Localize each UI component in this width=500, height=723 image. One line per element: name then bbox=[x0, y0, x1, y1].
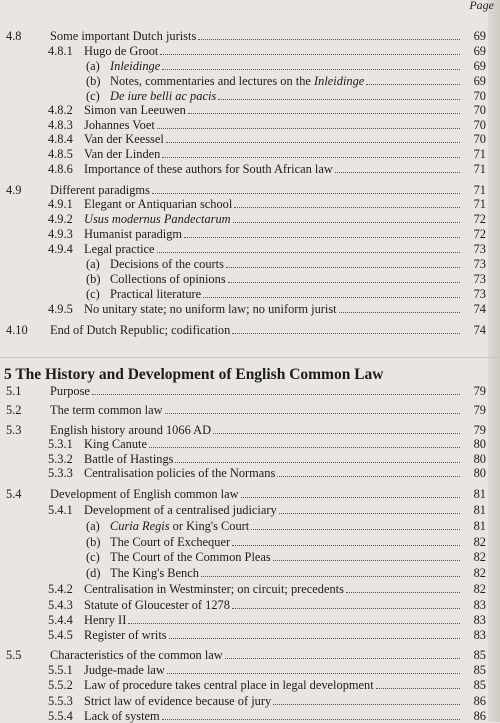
toc-entry[interactable] bbox=[0, 118, 500, 132]
toc-entry[interactable] bbox=[0, 613, 500, 627]
toc-entry-page-number: 69 bbox=[473, 29, 486, 43]
toc-entry-number: (b) bbox=[86, 74, 101, 88]
toc-entry[interactable] bbox=[0, 709, 500, 723]
toc-entry[interactable] bbox=[0, 74, 500, 88]
dot-leader bbox=[167, 664, 460, 674]
dot-leader bbox=[232, 599, 460, 609]
toc-entry-title: Importance of these authors for South African law bbox=[84, 162, 333, 176]
dot-leader bbox=[201, 567, 460, 577]
toc-entry-number: (c) bbox=[86, 287, 100, 301]
toc-entry[interactable] bbox=[0, 89, 500, 103]
toc-entry-title: Register of writs bbox=[84, 628, 167, 642]
toc-entry[interactable] bbox=[0, 103, 500, 117]
dot-leader bbox=[157, 243, 460, 253]
dot-leader bbox=[149, 438, 460, 448]
toc-entry[interactable] bbox=[0, 503, 500, 517]
toc-entry-title: Judge-made law bbox=[84, 663, 165, 677]
toc-entry-title: Van der Linden bbox=[84, 147, 161, 161]
toc-entry-title: The Court of Exchequer bbox=[110, 535, 231, 549]
toc-entry-page-number: 85 bbox=[473, 663, 486, 677]
toc-entry-title: Decisions of the courts bbox=[110, 257, 224, 271]
toc-entry-title-rest: Notes, commentaries and lectures on the bbox=[110, 74, 315, 88]
dot-leader bbox=[166, 133, 460, 143]
dot-leader bbox=[233, 213, 460, 223]
toc-entry-number: 4.9.1 bbox=[48, 197, 73, 211]
toc-entry-title: The King's Bench bbox=[110, 566, 199, 580]
toc-entry-number: 4.9.4 bbox=[48, 242, 73, 256]
toc-entry-number: 5.3.3 bbox=[48, 466, 73, 480]
toc-entry-title: Johannes Voet bbox=[84, 118, 155, 132]
toc-entry-number: 4.8.5 bbox=[48, 147, 73, 161]
toc-entry-number: 5.3.1 bbox=[48, 437, 73, 451]
dot-leader bbox=[234, 198, 460, 208]
toc-entry-page-number: 81 bbox=[473, 503, 486, 517]
toc-entry-title: Practical literature bbox=[110, 287, 202, 301]
toc-entry-number: 5.5.3 bbox=[48, 694, 73, 708]
toc-entry-title-italic: Usus modernus Pandectarum bbox=[84, 212, 231, 226]
toc-entry-page-number: 71 bbox=[473, 183, 486, 197]
dot-leader bbox=[277, 467, 460, 477]
dot-leader bbox=[162, 148, 460, 158]
toc-entry-title: Some important Dutch jurists bbox=[50, 29, 197, 43]
toc-entry[interactable] bbox=[0, 44, 500, 58]
toc-entry-page-number: 73 bbox=[473, 272, 486, 286]
toc-entry-page-number: 79 bbox=[473, 384, 486, 398]
toc-entry-title bbox=[84, 212, 231, 226]
toc-entry-number: 4.9.5 bbox=[48, 302, 73, 316]
toc-entry[interactable] bbox=[0, 566, 500, 580]
toc-entry-title: Centralisation policies of the Normans bbox=[84, 466, 276, 480]
toc-entry[interactable] bbox=[0, 403, 500, 417]
toc-entry[interactable] bbox=[0, 437, 500, 451]
toc-entry-page-number: 85 bbox=[473, 648, 486, 662]
toc-entry-number: 5.4.3 bbox=[48, 598, 73, 612]
toc-entry[interactable] bbox=[0, 663, 500, 677]
toc-entry-number: 5.1 bbox=[6, 384, 22, 398]
toc-entry-title: No unitary state; no uniform law; no uniform jurist bbox=[84, 302, 337, 316]
toc-entry-number: 4.9.3 bbox=[48, 227, 73, 241]
toc-entry[interactable] bbox=[0, 147, 500, 161]
toc-entry-number: 5.4.4 bbox=[48, 613, 73, 627]
dot-leader bbox=[169, 629, 460, 639]
toc-entry-page-number: 72 bbox=[473, 212, 486, 226]
dot-leader bbox=[273, 695, 460, 705]
toc-entry-number: 5.5 bbox=[6, 648, 22, 662]
dot-leader bbox=[203, 288, 460, 298]
toc-entry[interactable] bbox=[0, 519, 500, 533]
toc-entry-title: Henry II bbox=[84, 613, 127, 627]
toc-entry[interactable] bbox=[0, 598, 500, 612]
toc-entry-page-number: 80 bbox=[473, 437, 486, 451]
toc-entry[interactable] bbox=[0, 59, 500, 73]
toc-entry-page-number: 69 bbox=[473, 44, 486, 58]
toc-entry-title: Simon van Leeuwen bbox=[84, 103, 186, 117]
toc-entry[interactable] bbox=[0, 423, 500, 437]
toc-entry-number: 4.9.2 bbox=[48, 212, 73, 226]
toc-entry-title: Purpose bbox=[50, 384, 90, 398]
toc-entry-number: 4.8.6 bbox=[48, 162, 73, 176]
dot-leader bbox=[339, 303, 460, 313]
toc-entry-page-number: 83 bbox=[473, 613, 486, 627]
toc-entry[interactable] bbox=[0, 212, 500, 226]
dot-leader bbox=[165, 404, 460, 414]
dot-leader bbox=[376, 679, 460, 689]
toc-entry-number: (d) bbox=[86, 566, 101, 580]
toc-entry-title: Law of procedure takes central place in legal development bbox=[84, 678, 374, 692]
toc-entry-page-number: 79 bbox=[473, 423, 486, 437]
toc-entry-title: Statute of Gloucester of 1278 bbox=[84, 598, 230, 612]
toc-entry[interactable] bbox=[0, 302, 500, 316]
toc-entry-title: Centralisation in Westminster; on circuit; precedents bbox=[84, 582, 344, 596]
toc-entry-page-number: 83 bbox=[473, 598, 486, 612]
dot-leader bbox=[273, 551, 460, 561]
toc-entry-page-number: 86 bbox=[473, 694, 486, 708]
toc-entry-page-number: 80 bbox=[473, 466, 486, 480]
toc-entry-number: 4.8.2 bbox=[48, 103, 73, 117]
toc-entry-title bbox=[110, 59, 160, 73]
toc-entry-page-number: 82 bbox=[473, 550, 486, 564]
dot-leader bbox=[162, 710, 460, 720]
toc-entry[interactable] bbox=[0, 550, 500, 564]
toc-entry-title: Development of a centralised judiciary bbox=[84, 503, 277, 517]
dot-leader bbox=[152, 184, 460, 194]
dot-leader bbox=[228, 273, 460, 283]
toc-entry[interactable] bbox=[0, 628, 500, 642]
toc-entry-number: 5.5.2 bbox=[48, 678, 73, 692]
toc-entry-title: Lack of system bbox=[84, 709, 160, 723]
toc-entry[interactable] bbox=[0, 132, 500, 146]
toc-entry-page-number: 73 bbox=[473, 287, 486, 301]
toc-entry-title: Van der Keessel bbox=[84, 132, 164, 146]
toc-entry-number: 5.3.2 bbox=[48, 452, 73, 466]
toc-entry[interactable] bbox=[0, 287, 500, 301]
toc-entry-title-italic: De iure belli ac pacis bbox=[110, 89, 217, 103]
toc-entry-page-number: 81 bbox=[473, 487, 486, 501]
dot-leader bbox=[162, 60, 460, 70]
toc-entry-number: (c) bbox=[86, 89, 100, 103]
toc-entry-number: 4.8 bbox=[6, 29, 22, 43]
toc-entry-title: English history around 1066 AD bbox=[50, 423, 212, 437]
dot-leader bbox=[225, 649, 460, 659]
toc-entry-number: (b) bbox=[86, 272, 101, 286]
dot-leader bbox=[346, 583, 460, 593]
chapter-divider bbox=[0, 357, 500, 358]
dot-leader bbox=[251, 520, 460, 530]
toc-entry-title: Humanist paradigm bbox=[84, 227, 183, 241]
toc-entry-number: 4.8.1 bbox=[48, 44, 73, 58]
toc-entry-page-number: 82 bbox=[473, 582, 486, 596]
toc-entry-title: Collections of opinions bbox=[110, 272, 226, 286]
toc-entry-number: (a) bbox=[86, 257, 100, 271]
toc-entry[interactable] bbox=[0, 694, 500, 708]
toc-entry[interactable] bbox=[0, 29, 500, 43]
toc-entry-number: 4.8.4 bbox=[48, 132, 73, 146]
toc-entry[interactable] bbox=[0, 162, 500, 176]
toc-entry-page-number: 83 bbox=[473, 628, 486, 642]
toc-entry-number: 5.5.4 bbox=[48, 709, 73, 723]
toc-entry-number: (a) bbox=[86, 59, 100, 73]
toc-entry-number: 5.2 bbox=[6, 403, 22, 417]
toc-entry[interactable] bbox=[0, 197, 500, 211]
toc-entry-number: 5.4.5 bbox=[48, 628, 73, 642]
toc-entry-page-number: 71 bbox=[473, 147, 486, 161]
toc-entry-page-number: 79 bbox=[473, 403, 486, 417]
toc-entry-page-number: 82 bbox=[473, 566, 486, 580]
toc-entry-page-number: 73 bbox=[473, 242, 486, 256]
toc-entry-page-number: 81 bbox=[473, 519, 486, 533]
toc-entry-page-number: 69 bbox=[473, 59, 486, 73]
chapter-heading: 5 The History and Development of English Common Law bbox=[4, 366, 384, 383]
dot-leader bbox=[184, 228, 460, 238]
toc-entry-page-number: 74 bbox=[473, 323, 486, 337]
toc-entry-number: (c) bbox=[86, 550, 100, 564]
dot-leader bbox=[279, 504, 460, 514]
toc-entry-page-number: 69 bbox=[473, 74, 486, 88]
toc-entry-title-italic: Inleidinge bbox=[314, 74, 365, 88]
toc-entry-title: End of Dutch Republic; codification bbox=[50, 323, 231, 337]
dot-leader bbox=[241, 488, 460, 498]
toc-entry-page-number: 71 bbox=[473, 162, 486, 176]
toc-entry-page-number: 73 bbox=[473, 257, 486, 271]
toc-entry[interactable] bbox=[0, 582, 500, 596]
toc-entry-title: Characteristics of the common law bbox=[50, 648, 223, 662]
toc-entry-title: Development of English common law bbox=[50, 487, 239, 501]
toc-entry-page-number: 74 bbox=[473, 302, 486, 316]
toc-entry[interactable] bbox=[0, 272, 500, 286]
dot-leader bbox=[188, 104, 460, 114]
toc-entry-title bbox=[110, 74, 364, 88]
toc-entry-number: 5.4.1 bbox=[48, 503, 73, 517]
toc-entry-number: 5.4.2 bbox=[48, 582, 73, 596]
toc-entry-page-number: 82 bbox=[473, 535, 486, 549]
toc-entry-title: Battle of Hastings bbox=[84, 452, 174, 466]
dot-leader bbox=[213, 424, 460, 434]
toc-entry-number: (a) bbox=[86, 519, 100, 533]
toc-entry[interactable] bbox=[0, 678, 500, 692]
toc-entry-number: 4.10 bbox=[6, 323, 28, 337]
toc-entry-title: The term common law bbox=[50, 403, 163, 417]
toc-entry-title-italic: Inleidinge bbox=[110, 59, 161, 73]
toc-entry-page-number: 70 bbox=[473, 132, 486, 146]
page-column-label: Page bbox=[469, 0, 494, 12]
dot-leader bbox=[218, 90, 460, 100]
toc-entry[interactable] bbox=[0, 257, 500, 271]
toc-entry-title: Legal practice bbox=[84, 242, 155, 256]
toc-entry-page-number: 70 bbox=[473, 118, 486, 132]
dot-leader bbox=[226, 258, 460, 268]
dot-leader bbox=[128, 614, 460, 624]
dot-leader bbox=[335, 163, 460, 173]
dot-leader bbox=[366, 75, 460, 85]
toc-entry[interactable] bbox=[0, 384, 500, 398]
dot-leader bbox=[232, 536, 460, 546]
toc-entry-title-rest: or King's Court bbox=[169, 519, 250, 533]
dot-leader bbox=[92, 385, 460, 395]
toc-entry[interactable] bbox=[0, 466, 500, 480]
toc-entry-title: King Canute bbox=[84, 437, 147, 451]
toc-entry-title bbox=[110, 89, 216, 103]
toc-entry[interactable] bbox=[0, 227, 500, 241]
toc-entry[interactable] bbox=[0, 242, 500, 256]
toc-entry-number: 5.4 bbox=[6, 487, 22, 501]
toc-entry[interactable] bbox=[0, 648, 500, 662]
toc-entry-page-number: 70 bbox=[473, 103, 486, 117]
toc-entry-title: Elegant or Antiquarian school bbox=[84, 197, 233, 211]
toc-entry-number: 4.9 bbox=[6, 183, 22, 197]
toc-entry-title: The Court of the Common Pleas bbox=[110, 550, 271, 564]
dot-leader bbox=[160, 45, 460, 55]
toc-entry-number: 5.5.1 bbox=[48, 663, 73, 677]
toc-entry-page-number: 72 bbox=[473, 227, 486, 241]
toc-entry-title: Hugo de Groot bbox=[84, 44, 159, 58]
dot-leader bbox=[198, 30, 460, 40]
toc-entry-page-number: 85 bbox=[473, 678, 486, 692]
toc-entry-number: 4.8.3 bbox=[48, 118, 73, 132]
dot-leader bbox=[175, 453, 460, 463]
toc-entry[interactable] bbox=[0, 183, 500, 197]
toc-entry[interactable] bbox=[0, 452, 500, 466]
toc-entry[interactable] bbox=[0, 487, 500, 501]
toc-entry-title: Strict law of evidence because of jury bbox=[84, 694, 272, 708]
toc-entry[interactable] bbox=[0, 535, 500, 549]
toc-entry-page-number: 86 bbox=[473, 709, 486, 723]
toc-entry-number: 5.3 bbox=[6, 423, 22, 437]
toc-entry-number: (b) bbox=[86, 535, 101, 549]
toc-entry-page-number: 71 bbox=[473, 197, 486, 211]
toc-entry-page-number: 70 bbox=[473, 89, 486, 103]
dot-leader bbox=[157, 119, 460, 129]
toc-entry-title: Different paradigms bbox=[50, 183, 150, 197]
dot-leader bbox=[232, 324, 460, 334]
toc-entry-page-number: 80 bbox=[473, 452, 486, 466]
toc-entry-title bbox=[110, 519, 249, 533]
toc-entry-title-italic: Curia Regis bbox=[110, 519, 170, 533]
toc-entry[interactable] bbox=[0, 323, 500, 337]
